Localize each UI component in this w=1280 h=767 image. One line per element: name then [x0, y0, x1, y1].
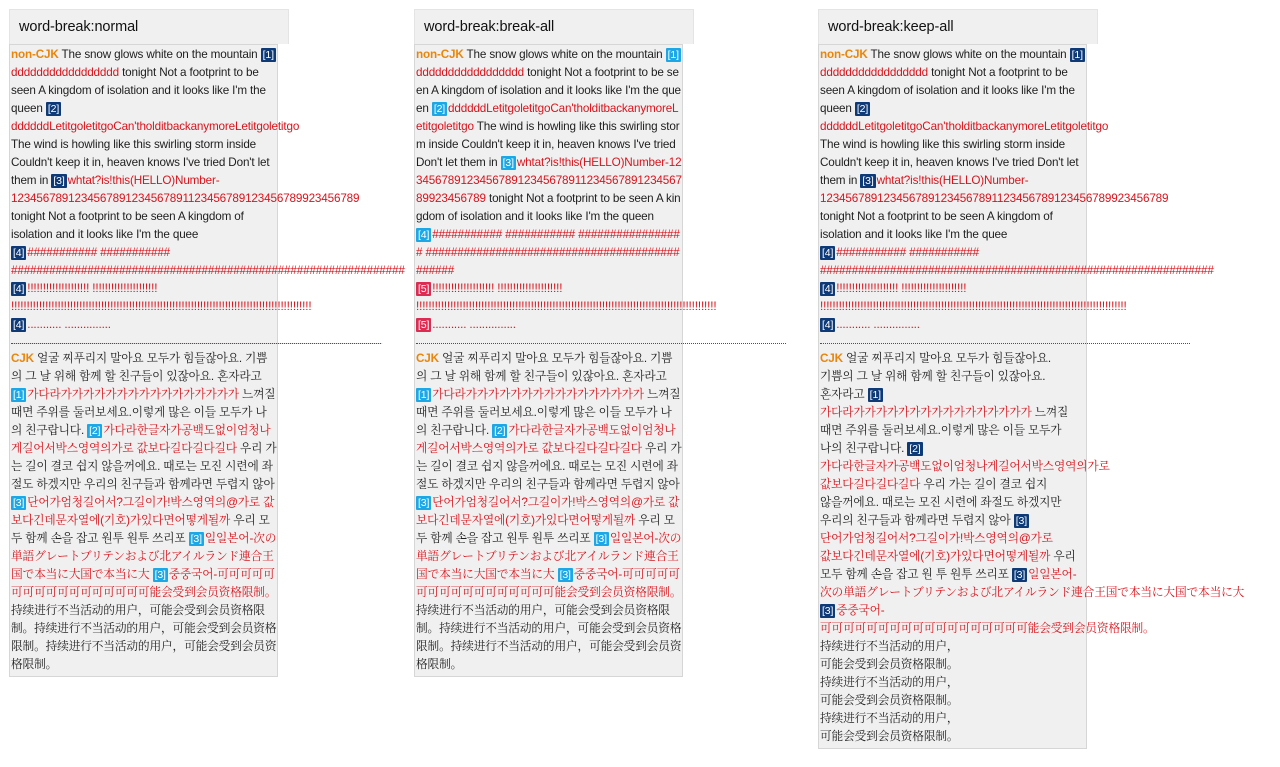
- long-word: 가다라한글자가공백도없이엄청나게길어서박스영역의가로 값보다길다길다길다: [820, 460, 1110, 491]
- bang-run: !!!!!!!!!!!!!!!!!!!! !!!!!!!!!!!!!!!!!!!!!: [836, 282, 967, 295]
- cjk-label: CJK: [11, 352, 34, 365]
- text-segment: The wind is howling like this swirling storm inside Couldn't keep it in, heaven knows I've tried Don't let them in: [416, 120, 680, 169]
- column-word-break-keep-all: [818, 9, 1245, 749]
- long-word: whtat?is!this(HELLO)Number-1234567891234567891234567891123456789123456789923456789: [820, 174, 1169, 205]
- index-badge: [3]: [862, 175, 874, 187]
- long-word: ddddddLetitgoletitgoCan'tholditbackanymoreLetitgoletitgo: [11, 120, 300, 133]
- long-word: whtat?is!this(HELLO)Number-1234567891234567891234567891123456789123456789923456789: [11, 174, 360, 205]
- index-badge: [4]: [822, 283, 834, 295]
- text-segment: tonight Not a footprint to be seen A kingdom of isolation and it looks like I'm the queen: [11, 66, 266, 115]
- column-title: word-break:normal: [9, 9, 289, 44]
- text-segment: The snow glows white on the mountain: [870, 48, 1067, 61]
- index-badge: [3]: [154, 569, 166, 581]
- text-segment: 우리 가는 길이 결코 쉽지 않을꺼에요. 때로는 모진 시련에 좌절도 하겠지만 우리의 친구들과 함께라면 두렵지 않아: [416, 442, 682, 491]
- dot-run: ........... ...............: [27, 318, 111, 331]
- symbol-paragraph-bang: [11, 280, 312, 316]
- index-badge: [1]: [667, 49, 679, 61]
- index-badge: [4]: [822, 247, 834, 259]
- text-segment: 持续进行不当活动的用户，可能会受到会员资格限制。持续进行不当活动的用户，可能会受到会员资格限制。持续进行不当活动的用户，可能会受到会员资格限制。: [820, 640, 959, 743]
- long-word: 단어가엄청길어서?그길이가!박스영역의@가로 값보다긴데문자열에(기호)가있다면어떻게될까: [820, 532, 1053, 563]
- hash-run: ########### ###########: [27, 246, 171, 259]
- index-badge: [2]: [433, 103, 446, 115]
- index-badge: [4]: [418, 229, 430, 241]
- symbol-paragraph-hash: [11, 244, 405, 280]
- index-badge: [3]: [502, 157, 514, 169]
- symbol-paragraph-hash: [820, 244, 1214, 280]
- long-word: ddddddLetitgoletitgoCan'tholditbackanymoreLetitgoletitgo: [416, 102, 679, 133]
- non-cjk-label: non-CJK: [820, 48, 868, 61]
- index-badge: [5]: [418, 319, 430, 331]
- hash-run: ########### ########### #################: [416, 228, 680, 259]
- long-word: 가다라가가가가가가가가가가가가가가가가: [432, 388, 644, 401]
- long-word: 가다라한글자가공백도없이엄청나게길어서박스영역의가로 값보다길다길다길다: [11, 424, 271, 455]
- hash-run: ##############################################################: [820, 264, 1214, 277]
- long-word: 가다라가가가가가가가가가가가가가가가가: [27, 388, 239, 401]
- long-word: 일일본어-次の単語グレートブリテンおよび北アイルランド連合王国で本当に大国で本当に大: [416, 532, 682, 581]
- long-word: ddddddddddddddddd: [820, 66, 928, 79]
- long-word: ddddddLetitgoletitgoCan'tholditbackanymoreLetitgoletitgo: [820, 120, 1109, 133]
- bang-run: !!!!!!!!!!!!!!!!!!!!!!!!!!!!!!!!!!!!!!!!!!!!!!!!!!!!!!!!!!!!!!!!!!!!!!!!!!!!!!!!!!!!!!!!!!!!!!!!!: [11, 300, 312, 313]
- index-badge: [3]: [822, 605, 834, 617]
- index-badge: [5]: [418, 283, 430, 295]
- text-segment: 持续进行不当活动的用户，可能会受到会员资格限制。持续进行不当活动的用户，可能会受到会员资格限制。持续进行不当活动的用户，可能会受到会员资格限制。: [416, 604, 682, 671]
- column-title: word-break:keep-all: [818, 9, 1098, 44]
- column-title: word-break:break-all: [414, 9, 694, 44]
- long-word: 단어가엄청길어서?그길이가!박스영역의@가로 값보다긴데문자열에(기호)가있다면어떻게될까: [11, 496, 275, 527]
- text-segment: tonight Not a footprint to be seen A kingdom of isolation and it looks like I'm the queen: [820, 66, 1075, 115]
- bang-run: !!!!!!!!!!!!!!!!!!!! !!!!!!!!!!!!!!!!!!!!!: [432, 282, 563, 295]
- hash-run: ########### ###########: [836, 246, 980, 259]
- symbol-paragraph-dots: [416, 316, 682, 334]
- index-badge: [2]: [494, 425, 506, 437]
- index-badge: [4]: [13, 247, 25, 259]
- dot-run: ........... ...............: [836, 318, 920, 331]
- text-segment: 우리 가는 길이 결코 쉽지 않을꺼에요. 때로는 모진 시련에 좌절도 하겠지만 우리의 친구들과 함께라면 두렵지 않아: [820, 478, 1062, 527]
- long-word: 가다라한글자가공백도없이엄청나게길어서박스영역의가로 값보다길다길다길다: [416, 424, 676, 455]
- text-segment: tonight Not a footprint to be seen A kingdom of isolation and it looks like I'm the queen: [416, 192, 681, 223]
- index-badge: [3]: [190, 533, 202, 545]
- hash-run: ##############################################: [416, 246, 680, 277]
- text-segment: 느껴질 때면 주위를 둘러보세요.이렇게 많은 이들 모두가 나의 친구랍니다.: [416, 388, 681, 437]
- non-cjk-paragraph: [416, 46, 682, 226]
- long-word: 중중국어-可可可可可可可可可可可可可可可可可可能会受到会员资格限制。: [820, 604, 1155, 635]
- cjk-paragraph: [11, 350, 277, 674]
- text-segment: 느껴질 때면 주위를 둘러보세요.이렇게 많은 이들 모두가 나의 친구랍니다.: [820, 406, 1069, 455]
- index-badge: [1]: [869, 389, 881, 401]
- cjk-paragraph: [820, 350, 1245, 746]
- symbol-paragraph-bang: [820, 280, 1127, 316]
- long-word: 중중국어-可可可可可可可可可可可可可可可可可能会受到会员资格限制。: [11, 568, 277, 599]
- index-badge: [2]: [89, 425, 101, 437]
- column-word-break-normal: [9, 9, 405, 677]
- non-cjk-label: non-CJK: [11, 48, 59, 61]
- text-segment: 持续进行不当活动的用户，可能会受到会员资格限制。持续进行不当活动的用户，可能会受到会员资格限制。持续进行不当活动的用户，可能会受到会员资格限制。: [11, 604, 277, 671]
- index-badge: [3]: [559, 569, 571, 581]
- text-segment: 우리 모두 함께 손을 잡고 원투 원투 쓰리포: [11, 514, 270, 545]
- non-cjk-paragraph: [820, 46, 1169, 244]
- symbol-paragraph-dots: [11, 316, 277, 334]
- dot-run: ........... ...............: [432, 318, 516, 331]
- dotted-separator: [416, 343, 786, 344]
- long-word: 일일본어-次の単語グレートブリテンおよび北アイルランド連合王国で本当に大国で本当に大: [820, 568, 1245, 599]
- symbol-paragraph-dots: [820, 316, 1086, 334]
- long-word: 중중국어-可可可可可可可可可可可可可可可可可能会受到会员资格限制。: [416, 568, 682, 599]
- index-badge: [3]: [13, 497, 25, 509]
- index-badge: [3]: [1013, 569, 1026, 581]
- cjk-label: CJK: [416, 352, 439, 365]
- text-segment: The wind is howling like this swirling storm inside Couldn't keep it in, heaven knows I've tried Don't let them in: [11, 138, 270, 187]
- text-segment: 얼굴 찌푸리지 말아요 모두가 힘들잖아요. 기쁨의 그 날 위해 함께 할 친구들이 있잖아요. 혼자라고: [416, 352, 673, 383]
- bang-run: !!!!!!!!!!!!!!!!!!!! !!!!!!!!!!!!!!!!!!!!!: [27, 282, 158, 295]
- bang-run: !!!!!!!!!!!!!!!!!!!!!!!!!!!!!!!!!!!!!!!!!!!!!!!!!!!!!!!!!!!!!!!!!!!!!!!!!!!!!!!!!!!!!!!!!!!!!!!!!: [416, 300, 717, 313]
- text-segment: The wind is howling like this swirling storm inside Couldn't keep it in, heaven knows I've tried Don't let them in: [820, 138, 1079, 187]
- long-word: 단어가엄청길어서?그길이가!박스영역의@가로 값보다긴데문자열에(기호)가있다면어떻게될까: [416, 496, 680, 527]
- non-cjk-paragraph: [11, 46, 360, 244]
- long-word: whtat?is!this(HELLO)Number-1234567891234567891234567891123456789123456789923456789: [416, 156, 682, 205]
- cjk-label: CJK: [820, 352, 843, 365]
- text-segment: tonight Not a footprint to be seen A kingdom of isolation and it looks like I'm the quee: [11, 210, 244, 241]
- demo-box: [414, 44, 717, 677]
- index-badge: [3]: [1015, 515, 1027, 527]
- column-word-break-break-all: [414, 9, 717, 677]
- dotted-separator: [11, 343, 381, 344]
- index-badge: [1]: [13, 389, 25, 401]
- index-badge: [3]: [595, 533, 607, 545]
- long-word: 일일본어-次の単語グレートブリテンおよび北アイルランド連合王国で本当に大国で本当に大: [11, 532, 277, 581]
- long-word: ddddddddddddddddd: [416, 66, 524, 79]
- text-segment: 우리 가는 길이 결코 쉽지 않을꺼에요. 때로는 모진 시련에 좌절도 하겠지만 우리의 친구들과 함께라면 두렵지 않아: [11, 442, 277, 491]
- text-segment: 얼굴 찌푸리지 말아요 모두가 힘들잖아요. 기쁨의 그 날 위해 함께 할 친구들이 있잖아요. 혼자라고: [11, 352, 268, 383]
- index-badge: [3]: [418, 497, 430, 509]
- text-segment: The snow glows white on the mountain: [466, 48, 663, 61]
- index-badge: [2]: [47, 103, 60, 115]
- text-segment: 얼굴 찌푸리지 말아요 모두가 힘들잖아요. 기쁨의 그 날 위해 함께 할 친구들이 있잖아요. 혼자라고: [820, 352, 1051, 401]
- cjk-paragraph: [416, 350, 682, 674]
- text-segment: The snow glows white on the mountain: [61, 48, 258, 61]
- dotted-separator: [820, 343, 1190, 344]
- symbol-paragraph-bang: [416, 280, 717, 316]
- text-segment: 우리 모두 함께 손을 잡고 원 투 원투 쓰리포: [820, 550, 1076, 581]
- index-badge: [4]: [822, 319, 834, 331]
- long-word: ddddddddddddddddd: [11, 66, 119, 79]
- index-badge: [1]: [1071, 49, 1083, 61]
- symbol-paragraph-hash: [416, 226, 682, 280]
- index-badge: [3]: [53, 175, 65, 187]
- demo-box: [818, 44, 1245, 749]
- hash-run: ##############################################################: [11, 264, 405, 277]
- text-segment: tonight Not a footprint to be seen A kingdom of isolation and it looks like I'm the quee: [820, 210, 1053, 241]
- index-badge: [1]: [262, 49, 274, 61]
- index-badge: [4]: [13, 319, 25, 331]
- index-badge: [2]: [909, 443, 921, 455]
- text-segment: 우리 모두 함께 손을 잡고 원투 원투 쓰리포: [416, 514, 675, 545]
- non-cjk-label: non-CJK: [416, 48, 464, 61]
- text-segment: 느껴질 때면 주위를 둘러보세요.이렇게 많은 이들 모두가 나의 친구랍니다.: [11, 388, 276, 437]
- long-word: 가다라가가가가가가가가가가가가가가가가: [820, 406, 1032, 419]
- bang-run: !!!!!!!!!!!!!!!!!!!!!!!!!!!!!!!!!!!!!!!!!!!!!!!!!!!!!!!!!!!!!!!!!!!!!!!!!!!!!!!!!!!!!!!!!!!!!!!!!!!: [820, 300, 1127, 313]
- index-badge: [1]: [418, 389, 430, 401]
- demo-box: [9, 44, 405, 677]
- index-badge: [2]: [856, 103, 869, 115]
- text-segment: tonight Not a footprint to be seen A kingdom of isolation and it looks like I'm the queen: [416, 66, 681, 115]
- index-badge: [4]: [13, 283, 25, 295]
